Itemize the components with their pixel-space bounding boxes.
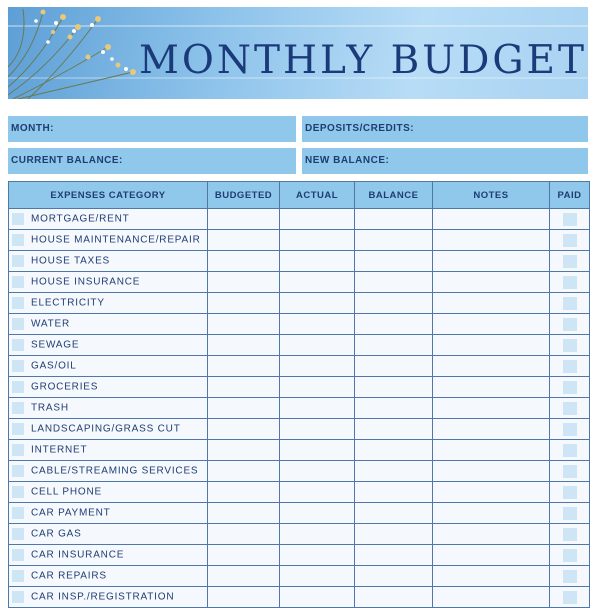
- expense-category-label: LANDSCAPING/GRASS CUT: [31, 423, 181, 435]
- balance-cell[interactable]: [355, 482, 433, 503]
- notes-cell[interactable]: [433, 209, 550, 230]
- balance-cell[interactable]: [355, 377, 433, 398]
- budgeted-cell[interactable]: [208, 482, 280, 503]
- balance-cell[interactable]: [355, 587, 433, 608]
- expense-category-label: CAR PAYMENT: [31, 507, 111, 519]
- budgeted-cell[interactable]: [208, 230, 280, 251]
- budgeted-cell[interactable]: [208, 209, 280, 230]
- balance-cell[interactable]: [355, 566, 433, 587]
- page-title: MONTHLY BUDGET: [138, 38, 588, 83]
- expense-category-cell: [9, 440, 208, 461]
- category-checkbox[interactable]: [12, 444, 24, 456]
- expense-category-label: INTERNET: [31, 444, 88, 456]
- paid-checkbox[interactable]: [563, 318, 577, 331]
- paid-cell: [550, 272, 590, 293]
- actual-cell[interactable]: [280, 272, 355, 293]
- paid-cell: [550, 251, 590, 272]
- balance-cell[interactable]: [355, 251, 433, 272]
- table-row: [9, 587, 590, 608]
- paid-checkbox[interactable]: [563, 591, 577, 604]
- expense-category-cell: [9, 503, 208, 524]
- paid-checkbox[interactable]: [563, 402, 577, 415]
- paid-cell: [550, 335, 590, 356]
- table-row: [9, 251, 590, 272]
- expense-category-label: CAR INSP./REGISTRATION: [31, 591, 175, 603]
- category-checkbox[interactable]: [12, 486, 24, 498]
- column-header-paid: PAID: [550, 182, 590, 209]
- category-checkbox[interactable]: [12, 423, 24, 435]
- paid-checkbox[interactable]: [563, 381, 577, 394]
- balance-cell[interactable]: [355, 314, 433, 335]
- balance-cell[interactable]: [355, 461, 433, 482]
- header-banner: [8, 7, 588, 99]
- paid-cell: [550, 524, 590, 545]
- category-checkbox[interactable]: [12, 570, 24, 582]
- paid-checkbox[interactable]: [563, 234, 577, 247]
- category-checkbox[interactable]: [12, 276, 24, 288]
- notes-cell[interactable]: [433, 482, 550, 503]
- budgeted-cell[interactable]: [208, 524, 280, 545]
- budgeted-cell[interactable]: [208, 440, 280, 461]
- balance-cell[interactable]: [355, 524, 433, 545]
- balance-cell[interactable]: [355, 503, 433, 524]
- column-header-expenses-category: EXPENSES CATEGORY: [9, 182, 208, 209]
- budgeted-cell[interactable]: [208, 398, 280, 419]
- expense-category-cell: [9, 335, 208, 356]
- new-balance-field[interactable]: NEW BALANCE:: [302, 148, 588, 174]
- paid-checkbox[interactable]: [563, 339, 577, 352]
- actual-cell[interactable]: [280, 461, 355, 482]
- paid-checkbox[interactable]: [563, 444, 577, 457]
- paid-checkbox[interactable]: [563, 423, 577, 436]
- expense-category-cell: [9, 272, 208, 293]
- table-row: [9, 377, 590, 398]
- actual-cell[interactable]: [280, 335, 355, 356]
- paid-cell: [550, 209, 590, 230]
- expense-category-cell: [9, 377, 208, 398]
- expense-category-cell: [9, 566, 208, 587]
- table-row: [9, 524, 590, 545]
- expense-category-label: CAR INSURANCE: [31, 549, 125, 561]
- expense-category-cell: [9, 587, 208, 608]
- paid-cell: [550, 398, 590, 419]
- category-checkbox[interactable]: [12, 465, 24, 477]
- actual-cell[interactable]: [280, 293, 355, 314]
- expense-category-label: ELECTRICITY: [31, 297, 105, 309]
- paid-checkbox[interactable]: [563, 360, 577, 373]
- expense-category-label: SEWAGE: [31, 339, 80, 351]
- notes-cell[interactable]: [433, 398, 550, 419]
- table-row: [9, 293, 590, 314]
- actual-cell[interactable]: [280, 398, 355, 419]
- actual-cell[interactable]: [280, 524, 355, 545]
- expense-category-cell: [9, 209, 208, 230]
- budgeted-cell[interactable]: [208, 545, 280, 566]
- expense-category-cell: [9, 230, 208, 251]
- expense-category-cell: [9, 482, 208, 503]
- expenses-table: [8, 181, 590, 608]
- notes-cell[interactable]: [433, 503, 550, 524]
- notes-cell[interactable]: [433, 545, 550, 566]
- expense-category-cell: [9, 314, 208, 335]
- table-row: [9, 398, 590, 419]
- balance-cell[interactable]: [355, 419, 433, 440]
- notes-cell[interactable]: [433, 461, 550, 482]
- budgeted-cell[interactable]: [208, 461, 280, 482]
- expense-category-label: WATER: [31, 318, 70, 330]
- category-checkbox[interactable]: [12, 318, 24, 330]
- notes-cell[interactable]: [433, 314, 550, 335]
- actual-cell[interactable]: [280, 545, 355, 566]
- paid-cell: [550, 314, 590, 335]
- expense-category-cell: [9, 356, 208, 377]
- balance-cell[interactable]: [355, 356, 433, 377]
- paid-checkbox[interactable]: [563, 276, 577, 289]
- actual-cell[interactable]: [280, 503, 355, 524]
- expense-category-label: CAR REPAIRS: [31, 570, 107, 582]
- budgeted-cell[interactable]: [208, 377, 280, 398]
- category-checkbox[interactable]: [12, 213, 24, 225]
- notes-cell[interactable]: [433, 587, 550, 608]
- expense-category-cell: [9, 419, 208, 440]
- paid-cell: [550, 566, 590, 587]
- budgeted-cell[interactable]: [208, 251, 280, 272]
- expense-category-cell: [9, 545, 208, 566]
- table-row: [9, 230, 590, 251]
- budgeted-cell[interactable]: [208, 272, 280, 293]
- table-row: [9, 566, 590, 587]
- category-checkbox[interactable]: [12, 507, 24, 519]
- notes-cell[interactable]: [433, 293, 550, 314]
- category-checkbox[interactable]: [12, 360, 24, 372]
- budgeted-cell[interactable]: [208, 503, 280, 524]
- balance-cell[interactable]: [355, 440, 433, 461]
- expense-category-label: TRASH: [31, 402, 69, 414]
- paid-cell: [550, 230, 590, 251]
- category-checkbox[interactable]: [12, 381, 24, 393]
- balance-cell[interactable]: [355, 293, 433, 314]
- column-header-balance: BALANCE: [355, 182, 433, 209]
- category-checkbox[interactable]: [12, 297, 24, 309]
- notes-cell[interactable]: [433, 356, 550, 377]
- paid-checkbox[interactable]: [563, 297, 577, 310]
- notes-cell[interactable]: [433, 419, 550, 440]
- expense-category-cell: [9, 461, 208, 482]
- actual-cell[interactable]: [280, 209, 355, 230]
- expense-category-label: CABLE/STREAMING SERVICES: [31, 465, 199, 477]
- category-checkbox[interactable]: [12, 528, 24, 540]
- paid-checkbox[interactable]: [563, 465, 577, 478]
- dried-flowers-decoration: [8, 7, 148, 99]
- expense-category-label: HOUSE MAINTENANCE/REPAIR: [31, 234, 201, 246]
- column-header-actual: ACTUAL: [280, 182, 355, 209]
- expense-category-label: CELL PHONE: [31, 486, 102, 498]
- actual-cell[interactable]: [280, 440, 355, 461]
- table-row: [9, 503, 590, 524]
- paid-checkbox[interactable]: [563, 570, 577, 583]
- notes-cell[interactable]: [433, 230, 550, 251]
- category-checkbox[interactable]: [12, 339, 24, 351]
- paid-cell: [550, 545, 590, 566]
- table-row: [9, 461, 590, 482]
- paid-cell: [550, 356, 590, 377]
- paid-checkbox[interactable]: [563, 507, 577, 520]
- category-checkbox[interactable]: [12, 549, 24, 561]
- paid-checkbox[interactable]: [563, 213, 577, 226]
- actual-cell[interactable]: [280, 377, 355, 398]
- paid-cell: [550, 440, 590, 461]
- paid-cell: [550, 419, 590, 440]
- category-checkbox[interactable]: [12, 591, 24, 603]
- budgeted-cell[interactable]: [208, 356, 280, 377]
- paid-cell: [550, 587, 590, 608]
- actual-cell[interactable]: [280, 587, 355, 608]
- actual-cell[interactable]: [280, 356, 355, 377]
- paid-checkbox[interactable]: [563, 486, 577, 499]
- column-header-notes: NOTES: [433, 182, 550, 209]
- notes-cell[interactable]: [433, 251, 550, 272]
- actual-cell[interactable]: [280, 230, 355, 251]
- expense-category-cell: [9, 293, 208, 314]
- category-checkbox[interactable]: [12, 234, 24, 246]
- notes-cell[interactable]: [433, 524, 550, 545]
- balance-cell[interactable]: [355, 209, 433, 230]
- balance-cell[interactable]: [355, 398, 433, 419]
- table-header-row: [9, 182, 590, 209]
- category-checkbox[interactable]: [12, 402, 24, 414]
- balance-cell[interactable]: [355, 545, 433, 566]
- deposits-credits-field[interactable]: DEPOSITS/CREDITS:: [302, 116, 588, 142]
- table-row: [9, 272, 590, 293]
- table-row: [9, 356, 590, 377]
- paid-cell: [550, 482, 590, 503]
- table-row: [9, 545, 590, 566]
- paid-cell: [550, 503, 590, 524]
- expense-category-label: MORTGAGE/RENT: [31, 213, 130, 225]
- paid-checkbox[interactable]: [563, 528, 577, 541]
- column-header-budgeted: BUDGETED: [208, 182, 280, 209]
- paid-cell: [550, 377, 590, 398]
- actual-cell[interactable]: [280, 251, 355, 272]
- expense-category-label: HOUSE INSURANCE: [31, 276, 141, 288]
- expense-category-cell: [9, 251, 208, 272]
- table-row: [9, 209, 590, 230]
- notes-cell[interactable]: [433, 566, 550, 587]
- table-row: [9, 482, 590, 503]
- balance-cell[interactable]: [355, 230, 433, 251]
- actual-cell[interactable]: [280, 566, 355, 587]
- paid-cell: [550, 461, 590, 482]
- budgeted-cell[interactable]: [208, 419, 280, 440]
- actual-cell[interactable]: [280, 419, 355, 440]
- actual-cell[interactable]: [280, 482, 355, 503]
- budgeted-cell[interactable]: [208, 566, 280, 587]
- actual-cell[interactable]: [280, 314, 355, 335]
- table-row: [9, 419, 590, 440]
- paid-cell: [550, 293, 590, 314]
- expense-category-label: GAS/OIL: [31, 360, 77, 372]
- notes-cell[interactable]: [433, 335, 550, 356]
- notes-cell[interactable]: [433, 377, 550, 398]
- expense-category-cell: [9, 398, 208, 419]
- balance-cell[interactable]: [355, 272, 433, 293]
- expense-category-label: CAR GAS: [31, 528, 82, 540]
- notes-cell[interactable]: [433, 440, 550, 461]
- table-row: [9, 440, 590, 461]
- budgeted-cell[interactable]: [208, 335, 280, 356]
- expense-category-label: HOUSE TAXES: [31, 255, 111, 267]
- budgeted-cell[interactable]: [208, 314, 280, 335]
- paid-checkbox[interactable]: [563, 255, 577, 268]
- paid-checkbox[interactable]: [563, 549, 577, 562]
- table-row: [9, 335, 590, 356]
- notes-cell[interactable]: [433, 272, 550, 293]
- expense-category-label: GROCERIES: [31, 381, 99, 393]
- balance-cell[interactable]: [355, 335, 433, 356]
- expense-category-cell: [9, 524, 208, 545]
- budgeted-cell[interactable]: [208, 587, 280, 608]
- category-checkbox[interactable]: [12, 255, 24, 267]
- budgeted-cell[interactable]: [208, 293, 280, 314]
- current-balance-field[interactable]: CURRENT BALANCE:: [8, 148, 296, 174]
- table-row: [9, 314, 590, 335]
- month-field[interactable]: MONTH:: [8, 116, 296, 142]
